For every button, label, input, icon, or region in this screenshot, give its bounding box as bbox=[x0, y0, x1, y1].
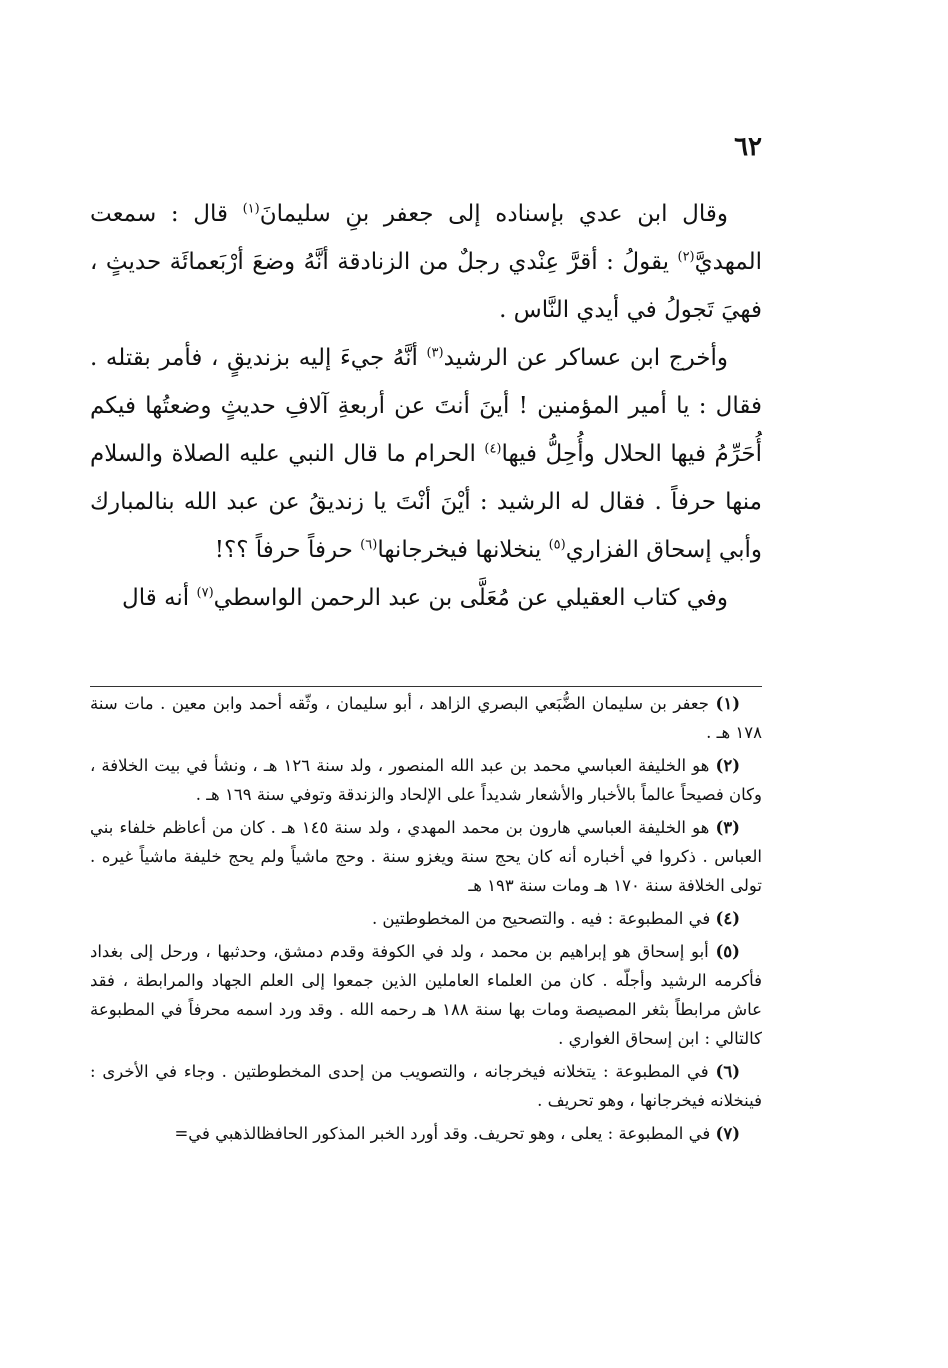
footnote-ref: (٢) bbox=[677, 249, 695, 265]
footnote-text: في المطبوعة : فيه . والتصحيح من المخطوطتين . bbox=[371, 909, 711, 928]
footnote-number: (٧) bbox=[715, 1124, 740, 1143]
page-number: ٦٢ bbox=[734, 132, 762, 162]
footnote-number: (٢) bbox=[715, 756, 740, 775]
paragraph-2 bbox=[90, 334, 762, 574]
paragraph-text: أنه قال bbox=[122, 585, 197, 611]
paragraph-text: الحرام ما قال النبي عليه الصلاة والسلام منها حرفاً . فقال له الرشيد : أيْنَ أنْتَ يا زنديقُ عن عبد الله بنالمبارك وأبي إسحاق الفزاري bbox=[90, 441, 762, 563]
footnote-separator bbox=[90, 686, 762, 687]
footnote-text: جعفر بن سليمان الضُّبَعي البصري الزاهد ، أبو سليمان ، وثّقه أحمد وابن معين . مات سنة ١٧٨ هـ . bbox=[90, 694, 762, 742]
paragraph-text: وقال ابن عدي بإسناده إلى جعفر بنِ سليمانَ bbox=[259, 201, 728, 227]
footnote-ref: (٤) bbox=[484, 441, 502, 457]
footnote-5 bbox=[90, 937, 762, 1053]
paragraph-text: قال : سمعت المهديَّ bbox=[90, 201, 762, 275]
paragraph-3 bbox=[90, 574, 762, 622]
footnotes bbox=[90, 689, 762, 1152]
paragraph-text: وفي كتاب العقيلي عن مُعَلَّى بن عبد الرحمن الواسطي bbox=[213, 585, 728, 611]
footnote-text: في المطبوعة : يعلى ، وهو تحريف. وقد أورد الخبر المذكور الحافظالذهبي في= bbox=[174, 1124, 711, 1143]
footnote-6 bbox=[90, 1057, 762, 1115]
footnote-number: (٣) bbox=[715, 818, 740, 837]
footnote-ref: (٦) bbox=[360, 537, 378, 553]
paragraph-text: يقولُ : أقرَّ عِنْدي رجلٌ من الزنادقة أنَّهُ وضعَ أرْبَعمائَة حديثٍ ، فهيَ تَجولُ في أيدي النَّاس . bbox=[90, 249, 762, 323]
paragraph-text: حرفاً حرفاً ؟؟! bbox=[214, 537, 361, 563]
book-page bbox=[90, 0, 762, 1368]
main-text bbox=[90, 190, 762, 622]
footnote-number: (١) bbox=[715, 694, 740, 713]
footnote-ref: (٧) bbox=[196, 585, 214, 601]
footnote-number: (٤) bbox=[715, 909, 740, 928]
footnote-number: (٥) bbox=[715, 942, 740, 961]
footnote-1 bbox=[90, 689, 762, 747]
footnote-ref: (١) bbox=[242, 201, 260, 217]
paragraph-text: أنَّهُ جيءَ إليه بزنديقٍ ، فأمر بقتله . فقال : يا أمير المؤمنين ! أينَ أنتَ عن أربعةِ آلافِ حديثٍ وضعتُها فيكم أُحَرِّمُ فيها الحلال وأُحِلُّ فيها bbox=[90, 345, 762, 467]
footnote-text: هو الخليفة العباسي هارون بن محمد المهدي ، ولد سنة ١٤٥ هـ . كان من أعاظم خلفاء بني العباس . ذكروا في أخباره أنه كان يحج سنة ويغزو سنة . وحج ماشياً ولم يحج خليفة ماشياً غيره . تولى الخلافة سنة ١٧٠ هـ ومات سنة ١٩٣ هـ bbox=[90, 818, 762, 895]
footnote-number: (٦) bbox=[715, 1062, 740, 1081]
paragraph-text: ينخلانها فيخرجانها bbox=[377, 537, 549, 563]
footnote-ref: (٣) bbox=[426, 345, 444, 361]
footnote-3 bbox=[90, 813, 762, 900]
paragraph-1 bbox=[90, 190, 762, 334]
paragraph-text: وأخرج ابن عساكر عن الرشيد bbox=[443, 345, 728, 371]
footnote-2 bbox=[90, 751, 762, 809]
footnote-text: هو الخليفة العباسي محمد بن عبد الله المنصور ، ولد سنة ١٢٦ هـ ، ونشأ في بيت الخلافة ، وكان فصيحاً عالماً بالأخبار والأشعار شديداً على الإلحاد والزندقة وتوفي سنة ١٦٩ هـ . bbox=[90, 756, 762, 804]
footnote-4 bbox=[90, 904, 762, 933]
footnote-7 bbox=[90, 1119, 762, 1148]
footnote-text: في المطبوعة : يتخلانه فيخرجانه ، والتصويب من إحدى المخطوطتين . وجاء في الأخرى : فينخلانه فيخرجانها ، وهو تحريف . bbox=[90, 1062, 762, 1110]
footnote-ref: (٥) bbox=[548, 537, 566, 553]
footnote-text: أبو إسحاق هو إبراهيم بن محمد ، ولد في الكوفة وقدم دمشق، وحدثبها ، ورحل إلى بغداد فأكرمه الرشيد وأجلّه . كان من العلماء العاملين الذين جمعوا إلى العلم الجهاد والمرابطة ، فقد عاش مرابطاً بثغر المصيصة ومات بها سنة ١٨٨ هـ رحمه الله . وقد ورد اسمه محرفاً في المطبوعة كالتالي : ابن إسحاق الغواري . bbox=[90, 942, 762, 1048]
